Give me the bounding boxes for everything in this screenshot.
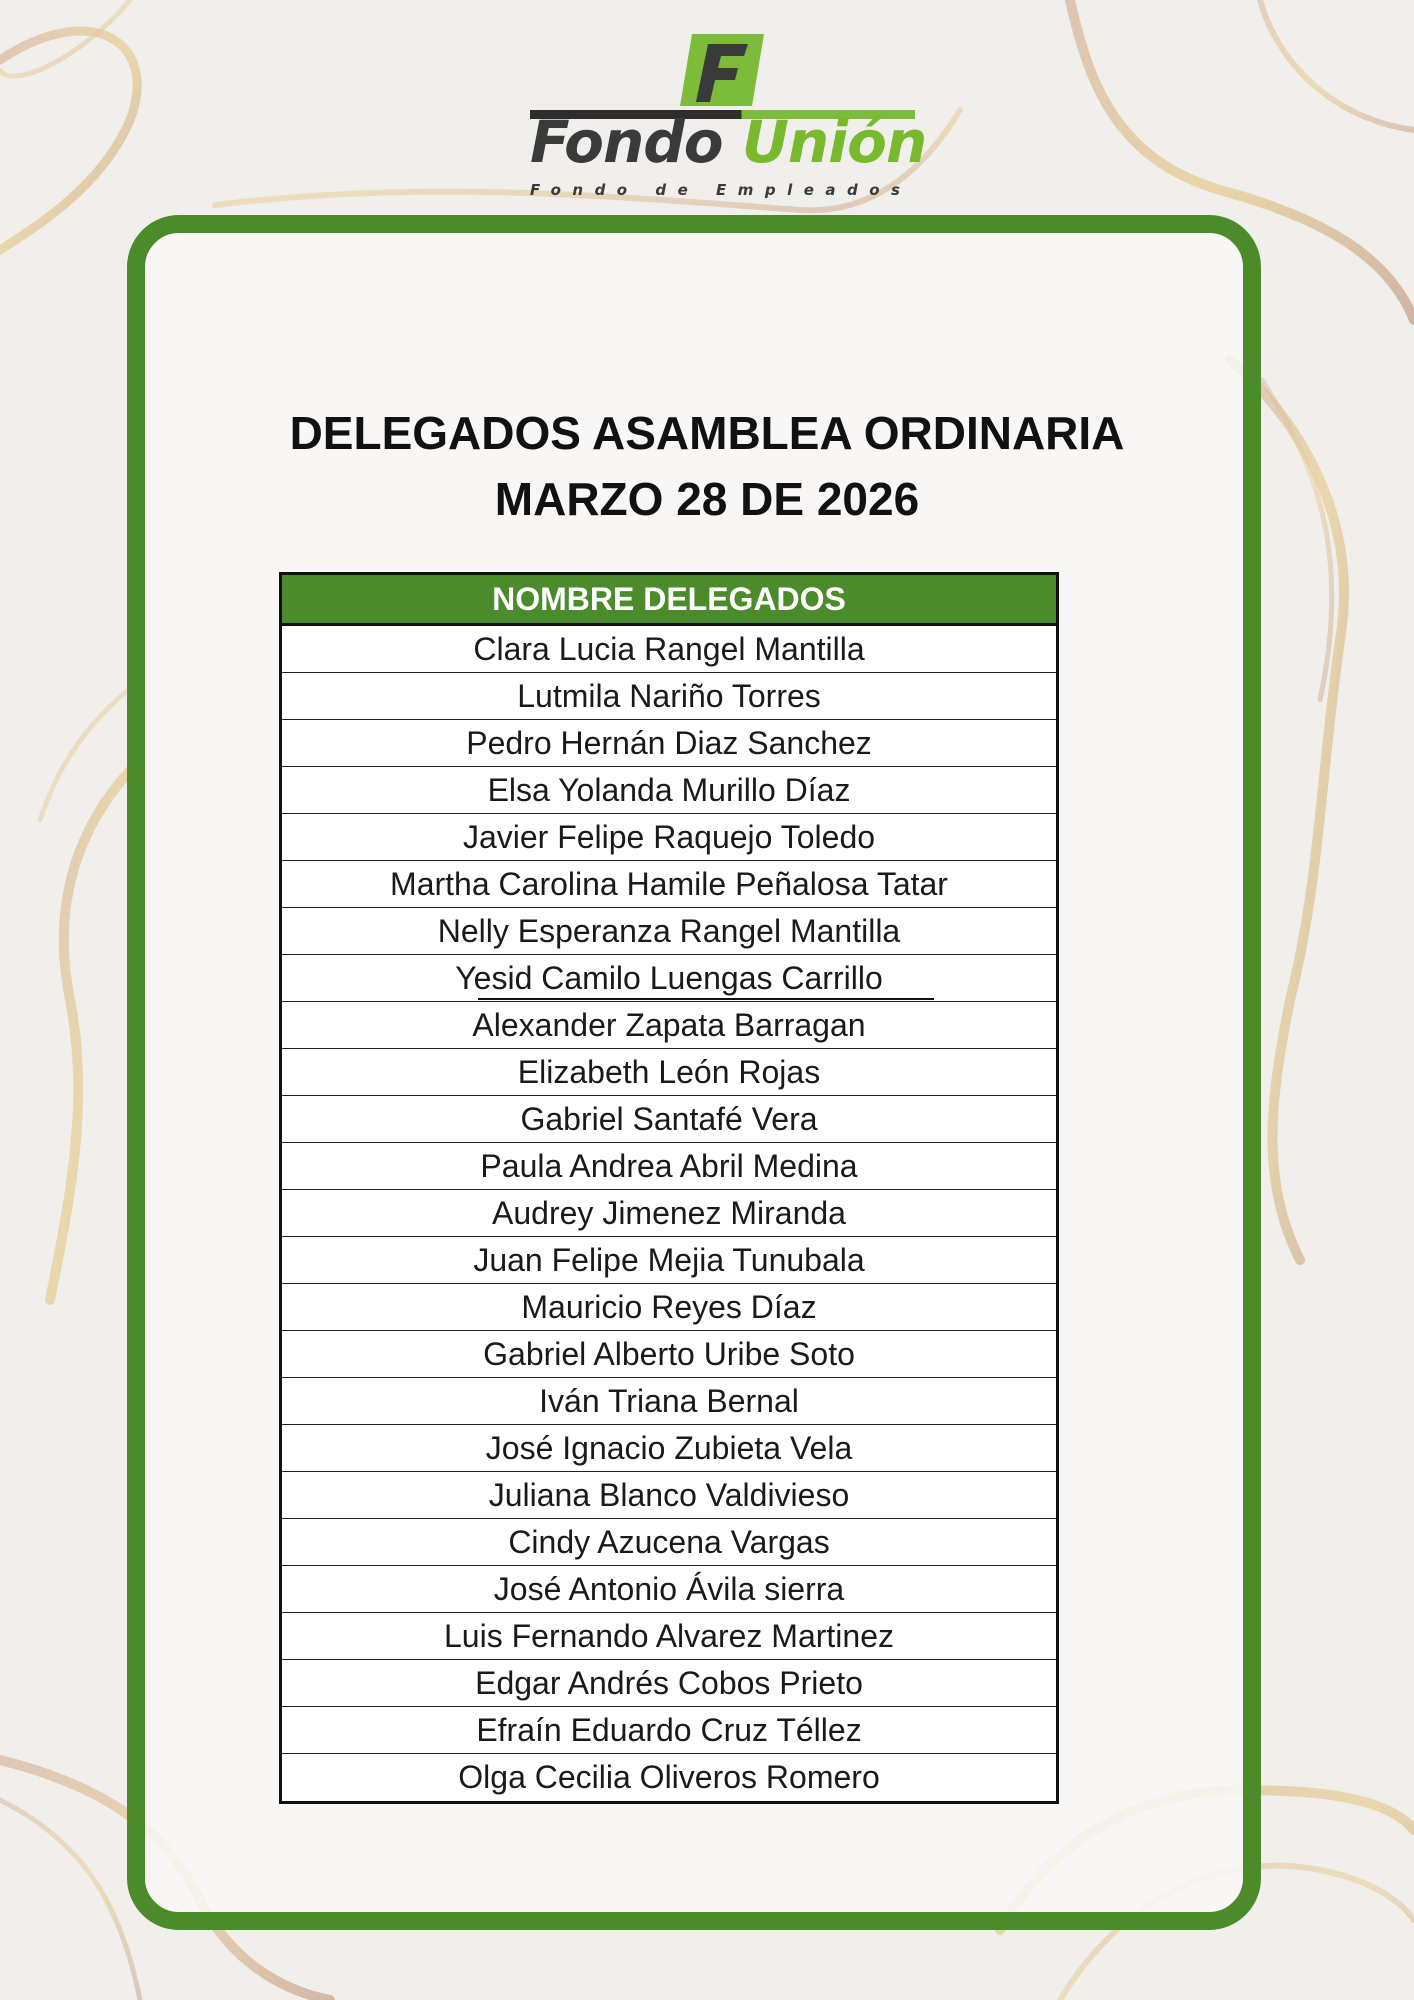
table-row: Yesid Camilo Luengas Carrillo [282, 955, 1056, 1002]
table-row: Mauricio Reyes Díaz [282, 1284, 1056, 1331]
table-row: Luis Fernando Alvarez Martinez [282, 1613, 1056, 1660]
table-row: Javier Felipe Raquejo Toledo [282, 814, 1056, 861]
logo-word-union: Unión [741, 108, 927, 176]
table-row: Juliana Blanco Valdivieso [282, 1472, 1056, 1519]
table-row: Juan Felipe Mejia Tunubala [282, 1237, 1056, 1284]
table-row: Alexander Zapata Barragan [282, 1002, 1056, 1049]
logo-tagline: Fondo de Empleados [530, 181, 912, 199]
row-underline [478, 998, 934, 1000]
table-row: Audrey Jimenez Miranda [282, 1190, 1056, 1237]
table-row: Paula Andrea Abril Medina [282, 1143, 1056, 1190]
table-row: Cindy Azucena Vargas [282, 1519, 1056, 1566]
logo-f-mark-icon [678, 30, 770, 110]
title-line-1: DELEGADOS ASAMBLEA ORDINARIA [289, 407, 1125, 459]
table-row: Efraín Eduardo Cruz Téllez [282, 1707, 1056, 1754]
delegates-table [279, 572, 1059, 1804]
company-logo [520, 25, 927, 205]
table-row: Iván Triana Bernal [282, 1378, 1056, 1425]
table-row: Clara Lucia Rangel Mantilla [282, 626, 1056, 673]
logo-word-fondo: Fondo [530, 108, 723, 176]
table-row: Elizabeth León Rojas [282, 1049, 1056, 1096]
table-row: Lutmila Nariño Torres [282, 673, 1056, 720]
table-body [282, 626, 1056, 1801]
table-header: NOMBRE DELEGADOS [282, 575, 1056, 626]
logo-wordmark [530, 108, 930, 176]
table-row: Olga Cecilia Oliveros Romero [458, 1759, 880, 1795]
table-row: Martha Carolina Hamile Peñalosa Tatar [282, 861, 1056, 908]
table-row: Pedro Hernán Diaz Sanchez [282, 720, 1056, 767]
table-row: Elsa Yolanda Murillo Díaz [282, 767, 1056, 814]
table-row: Gabriel Santafé Vera [282, 1096, 1056, 1143]
table-row: José Ignacio Zubieta Vela [282, 1425, 1056, 1472]
title-line-2: MARZO 28 DE 2026 [494, 473, 920, 525]
page-title [200, 400, 1214, 532]
table-row: Nelly Esperanza Rangel Mantilla [282, 908, 1056, 955]
table-row: José Antonio Ávila sierra [282, 1566, 1056, 1613]
table-row: Gabriel Alberto Uribe Soto [282, 1331, 1056, 1378]
table-row: Edgar Andrés Cobos Prieto [282, 1660, 1056, 1707]
